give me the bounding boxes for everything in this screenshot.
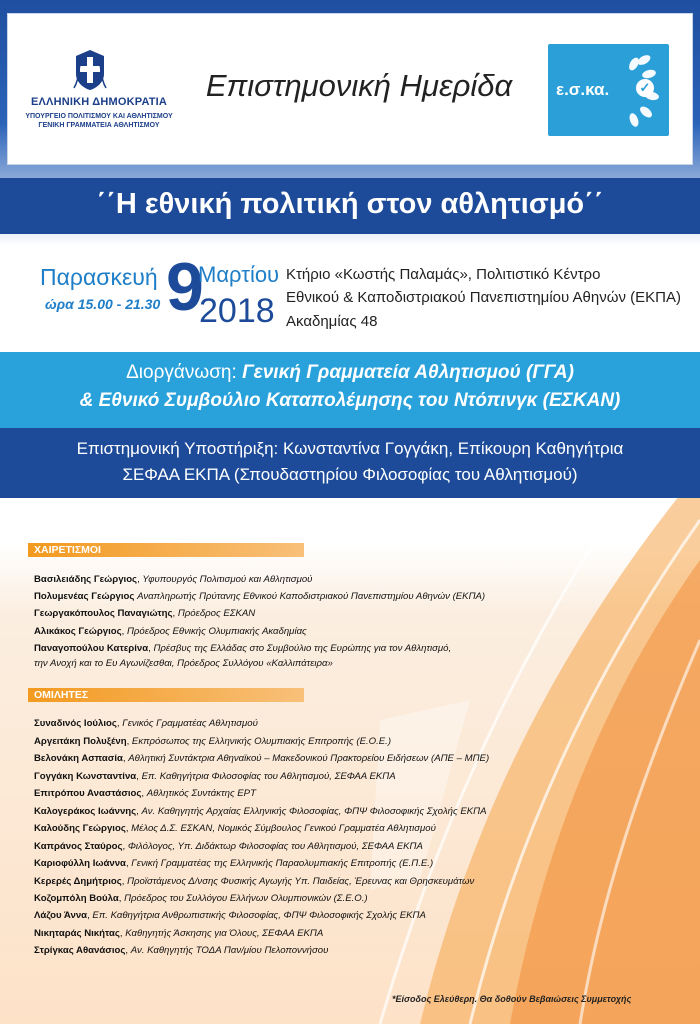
person-name: Αργειτάκη Πολυξένη xyxy=(34,736,127,747)
main-title: ΄΄Η εθνική πολιτική στον αθλητισμό΄΄ xyxy=(96,188,604,220)
list-item: Αργειτάκη Πολυξένη, Εκπρόσωπος της Ελληνικής Ολυμπιακής Επιτροπής (Ε.Ο.Ε.) xyxy=(34,736,392,747)
person-role: την Ανοχή και το Ευ Αγωνίζεσθαι, Πρόεδρος Συλλόγου «Καλλιπάτειρα» xyxy=(34,658,333,669)
person-role: Υφυπουργός Πολιτισμού και Αθλητισμού xyxy=(142,574,313,585)
person-name: Καλούδης Γεώργιος xyxy=(34,823,126,834)
person-role: Αναπληρωτής Πρύτανης Εθνικού Καποδιστριακού Πανεπιστημίου Αθηνών (ΕΚΠΑ) xyxy=(137,591,486,602)
list-item xyxy=(34,591,684,603)
list-item: Νικηταράς Νικήτας, Καθηγητής Άσκησης για Όλους, ΣΕΦΑΑ ΕΚΠΑ xyxy=(34,928,324,939)
person-name: Συναδινός Ιούλιος xyxy=(34,718,117,729)
person-name: Παναγοπούλου Κατερίνα xyxy=(34,643,149,654)
list-item: Αλικάκος Γεώργιος, Πρόεδρος Εθνικής Ολυμπιακής Ακαδημίας xyxy=(34,626,307,637)
person-role: Αθλητική Συντάκτρια Αθηναϊκού – Μακεδονικού Πρακτορείου Ειδήσεων (ΑΠΕ – ΜΠΕ) xyxy=(128,753,490,764)
greek-coat-of-arms-icon xyxy=(72,48,108,92)
person-role: Πρέσβυς της Ελλάδας στο Συμβούλιο της Ευρώπης για τον Αθλητισμό, xyxy=(153,643,452,654)
list-item: Κερερές Δημήτριος, Προϊστάμενος Δ/νσης Φυσικής Αγωγής Υπ. Παιδείας, Έρευνας και Θρησκευμάτων xyxy=(34,876,475,887)
support-line-2: ΣΕΦΑΑ ΕΚΠΑ (Σπουδαστηρίου Φιλοσοφίας του Αθλητισμού) xyxy=(122,465,578,484)
person-name: Επιτρόπου Αναστάσιος xyxy=(34,788,142,799)
person-name: Κοζομπόλη Βούλα xyxy=(34,893,119,904)
organizer-label: Διοργάνωση: xyxy=(126,362,243,383)
person-name: Νικηταράς Νικήτας xyxy=(34,928,120,939)
person-name: Βασιλειάδης Γεώργιος xyxy=(34,574,138,585)
year: 2018 xyxy=(199,292,275,330)
person-role: Γενική Γραμματέας της Ελληνικής Παραολυμπιακής Επιτροπής (Ε.Π.Ε.) xyxy=(131,858,434,869)
list-item: Λάζου Άννα, Επ. Καθηγήτρια Ανθρωπιστικής Φιλοσοφίας, ΦΠΨ Φιλοσοφικής Σχολής ΕΚΠΑ xyxy=(34,910,426,921)
person-name: Καλογεράκος Ιωάννης xyxy=(34,806,137,817)
person-role: Πρόεδρος του Συλλόγου Ελλήνων Ολυμπιονικών (Σ.Ε.Ο.) xyxy=(124,893,368,904)
person-role: Γενικός Γραμματέας Αθλητισμού xyxy=(122,718,258,729)
organizer-line xyxy=(0,362,700,384)
person-name: Βελονάκη Ασπασία xyxy=(34,753,123,764)
day-number: 9 xyxy=(166,249,204,325)
list-item: Καλούδης Γεώργιος, Μέλος Δ.Σ. ΕΣΚΑΝ, Νομικός Σύμβουλος Γενικού Γραμματέα Αθλητισμού xyxy=(34,823,436,834)
support-band xyxy=(0,428,700,498)
person-role: Επ. Καθηγήτρια Φιλοσοφίας του Αθλητισμού, ΣΕΦΑΑ ΕΚΠΑ xyxy=(141,771,396,782)
list-item: Κοζομπόλη Βούλα, Πρόεδρος του Συλλόγου Ελλήνων Ολυμπιονικών (Σ.Ε.Ο.) xyxy=(34,893,368,904)
person-role: Φιλόλογος, Υπ. Διδάκτωρ Φιλοσοφίας του Αθλητισμού, ΣΕΦΑΑ ΕΚΠΑ xyxy=(127,841,423,852)
organizer-line-2: & Εθνικό Συμβούλιο Καταπολέμησης του Ντόπινγκ (ΕΣΚΑΝ) xyxy=(79,390,621,411)
list-item: Καπράνος Σταύρος, Φιλόλογος, Υπ. Διδάκτωρ Φιλοσοφίας του Αθλητισμού, ΣΕΦΑΑ ΕΚΠΑ xyxy=(34,841,423,852)
list-item xyxy=(34,658,684,670)
person-role: Προϊστάμενος Δ/νσης Φυσικής Αγωγής Υπ. Παιδείας, Έρευνας και Θρησκευμάτων xyxy=(127,876,475,887)
list-item: Καριοφύλλη Ιωάννα, Γενική Γραμματέας της Ελληνικής Παραολυμπιακής Επιτροπής (Ε.Π.Ε.) xyxy=(34,858,434,869)
title-band xyxy=(0,178,700,234)
person-role: Εκπρόσωπος της Ελληνικής Ολυμπιακής Επιτροπής (Ε.Ο.Ε.) xyxy=(131,736,392,747)
list-item: Επιτρόπου Αναστάσιος, Αθλητικός Συντάκτης ΕΡΤ xyxy=(34,788,256,799)
list-item: Γογγάκη Κωνσταντίνα, Επ. Καθηγήτρια Φιλοσοφίας του Αθλητισμού, ΣΕΦΑΑ ΕΚΠΑ xyxy=(34,771,396,782)
greetings-heading: ΧΑΙΡΕΤΙΣΜΟΙ xyxy=(28,543,304,557)
list-item: Καλογεράκος Ιωάννης, Αν. Καθηγητής Αρχαίας Ελληνικής Φιλοσοφίας, ΦΠΨ Φιλοσοφικής Σχολής ΕΚΠΑ xyxy=(34,806,487,817)
organizer-band xyxy=(0,352,700,428)
person-role: Πρόεδρος Εθνικής Ολυμπιακής Ακαδημίας xyxy=(126,626,307,637)
venue-line: Εθνικού & Καποδιστριακού Πανεπιστημίου Αθηνών (ΕΚΠΑ) xyxy=(286,289,681,306)
support-line: Επιστημονική Υποστήριξη: Κωνσταντίνα Γογγάκη, Επίκουρη Καθηγήτρια xyxy=(76,439,624,458)
person-name: Αλικάκος Γεώργιος xyxy=(34,626,122,637)
ministry-name: ΥΠΟΥΡΓΕΙΟ ΠΟΛΙΤΙΣΜΟΥ ΚΑΙ ΑΘΛΗΤΙΣΜΟΥ xyxy=(25,113,173,120)
month: Μαρτίου xyxy=(198,262,280,287)
person-role: Αν. Καθηγητής ΤΟΔΑ Παν/μίου Πελοποννήσου xyxy=(130,945,329,956)
person-name: Γογγάκη Κωνσταντίνα xyxy=(34,771,137,782)
organizer-name: Γενική Γραμματεία Αθλητισμού (ΓΓΑ) xyxy=(242,362,574,383)
person-role: Επ. Καθηγήτρια Ανθρωπιστικής Φιλοσοφίας, ΦΠΨ Φιλοσοφικής Σχολής ΕΚΠΑ xyxy=(92,910,426,921)
day-name: Παρασκευή xyxy=(40,264,158,290)
person-name: Πολυμενέας Γεώργιος xyxy=(34,591,135,602)
person-name: Λάζου Άννα xyxy=(34,910,88,921)
person-role: Πρόεδρος ΕΣΚΑΝ xyxy=(177,608,256,619)
list-item: Παναγοπούλου Κατερίνα, Πρέσβυς της Ελλάδας στο Συμβούλιο της Ευρώπης για τον Αθλητισμό, xyxy=(34,643,452,654)
event-time: ώρα 15.00 - 21.30 xyxy=(45,296,161,312)
list-item: Βελονάκη Ασπασία, Αθλητική Συντάκτρια Αθηναϊκού – Μακεδονικού Πρακτορείου Ειδήσεων (ΑΠΕ – ΜΠΕ) xyxy=(34,753,490,764)
list-item: Στρίγκας Αθανάσιος, Αν. Καθηγητής ΤΟΔΑ Παν/μίου Πελοποννήσου xyxy=(34,945,329,956)
person-role: Καθηγητής Άσκησης για Όλους, ΣΕΦΑΑ ΕΚΠΑ xyxy=(125,928,324,939)
person-role: Αθλητικός Συντάκτης ΕΡΤ xyxy=(146,788,256,799)
person-role: Μέλος Δ.Σ. ΕΣΚΑΝ, Νομικός Σύμβουλος Γενικού Γραμματέα Αθλητισμού xyxy=(131,823,436,834)
venue-line: Κτήριο «Κωστής Παλαμάς», Πολιτιστικό Κέντρο xyxy=(286,266,601,283)
person-name: Γεωργακόπουλος Παναγιώτης xyxy=(34,608,173,619)
person-name: Καριοφύλλη Ιωάννα xyxy=(34,858,126,869)
check-icon: ✓ xyxy=(636,79,654,97)
footnote: *Είσοδος Ελεύθερη. Θα δοθούν Βεβαιώσεις Συμμετοχής xyxy=(392,994,632,1004)
eskan-logo xyxy=(548,44,669,136)
gov-name: ΕΛΛΗΝΙΚΗ ΔΗΜΟΚΡΑΤΙΑ xyxy=(30,96,168,108)
speakers-heading: ΟΜΙΛΗΤΕΣ xyxy=(28,688,304,702)
eskan-logo-text: ε.σ.κα. xyxy=(556,80,610,99)
event-type: Επιστημονική Ημερίδα xyxy=(205,68,513,103)
list-item: Συναδινός Ιούλιος, Γενικός Γραμματέας Αθλητισμού xyxy=(34,718,258,729)
person-name: Καπράνος Σταύρος xyxy=(34,841,123,852)
person-role: Αν. Καθηγητής Αρχαίας Ελληνικής Φιλοσοφίας, ΦΠΨ Φιλοσοφικής Σχολής ΕΚΠΑ xyxy=(141,806,487,817)
venue-line: Ακαδημίας 48 xyxy=(286,313,378,330)
person-name: Κερερές Δημήτριος xyxy=(34,876,122,887)
person-name: Στρίγκας Αθανάσιος xyxy=(34,945,126,956)
secretariat-name: ΓΕΝΙΚΗ ΓΡΑΜΜΑΤΕΙΑ ΑΘΛΗΤΙΣΜΟΥ xyxy=(38,122,160,129)
list-item: Βασιλειάδης Γεώργιος, Υφυπουργός Πολιτισμού και Αθλητισμού xyxy=(34,574,313,585)
list-item: Γεωργακόπουλος Παναγιώτης, Πρόεδρος ΕΣΚΑΝ xyxy=(34,608,256,619)
